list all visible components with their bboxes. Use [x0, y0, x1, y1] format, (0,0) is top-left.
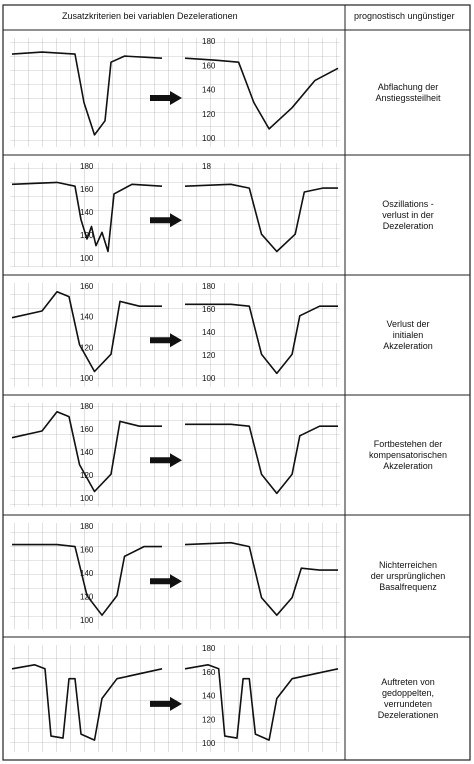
tick-label-right: 100 — [202, 134, 216, 143]
criterion-label — [348, 82, 468, 104]
ctg-panel-row — [10, 522, 340, 629]
tick-label-left: 160 — [80, 185, 94, 194]
ctg-panel-row — [10, 402, 340, 507]
tick-label-left: 120 — [80, 471, 94, 480]
tick-label-left: 100 — [80, 374, 94, 383]
tick-label-left: 140 — [80, 312, 94, 322]
ctg-grid — [10, 645, 340, 752]
tick-label-left: 140 — [80, 569, 94, 578]
criterion-label-line: Dezeleration — [382, 221, 434, 231]
tick-label-left: 120 — [80, 231, 94, 240]
tick-label-right: 140 — [202, 328, 216, 337]
tick-label-right: 100 — [202, 739, 216, 748]
criterion-label-line: Basalfrequenz — [379, 582, 437, 592]
criterion-label-line: der ursprünglichen — [370, 571, 446, 581]
tick-label-left: 140 — [80, 208, 94, 217]
criterion-label-line: Nichterreichen — [378, 560, 438, 570]
tick-label-left: 100 — [80, 254, 94, 263]
criterion-label — [348, 560, 468, 593]
criterion-label-line: verrundeten — [383, 699, 433, 709]
ctg-panel-row — [10, 162, 340, 267]
tick-label-right: 160 — [202, 667, 216, 677]
tick-label-left: 180 — [80, 402, 94, 411]
criterion-label-line: Verlust der — [386, 319, 430, 329]
tick-label-left: 160 — [80, 425, 94, 434]
tick-label-right: 140 — [202, 691, 216, 701]
criterion-label-line: Dezelerationen — [377, 710, 439, 720]
ctg-grid — [10, 523, 340, 629]
criterion-label — [348, 677, 468, 721]
tick-label-left: 100 — [80, 494, 94, 503]
tick-label-right: 160 — [202, 305, 216, 314]
tick-label-right: 120 — [202, 351, 216, 360]
ctg-grid — [10, 283, 340, 387]
criterion-label-line: Anstiegssteilheit — [375, 93, 441, 103]
tick-label-left: 100 — [80, 616, 94, 625]
criterion-label-line: Oszillations - — [382, 199, 434, 209]
tick-label-left: 160 — [80, 545, 94, 555]
tick-label-right: 120 — [202, 109, 216, 119]
criterion-label-line: verlust in der — [382, 210, 434, 220]
tick-label-right: 180 — [202, 282, 216, 291]
tick-label-left: 160 — [80, 282, 94, 291]
tick-label-left: 140 — [80, 448, 94, 457]
ctg-panel-row — [10, 282, 340, 387]
header-left: Zusatzkriterien bei variablen Dezelerationen — [62, 11, 238, 21]
tick-label-left: 120 — [80, 343, 94, 353]
tick-label-right: 120 — [202, 715, 216, 725]
tick-label-left: 120 — [80, 592, 94, 602]
tick-label-left: 180 — [80, 162, 94, 171]
criterion-label — [348, 199, 468, 232]
criterion-label-line: gedoppelten, — [381, 688, 435, 698]
ctg-grid — [10, 38, 340, 147]
criterion-label — [348, 439, 468, 472]
tick-label-right: 180 — [202, 644, 216, 653]
criterion-label-line: Auftreten von — [381, 677, 435, 687]
tick-label-right: 140 — [202, 85, 216, 95]
tick-label-right: 180 — [202, 37, 216, 46]
header-right: prognostisch ungünstiger — [354, 11, 455, 21]
ctg-panel-row — [10, 644, 340, 752]
criterion-label-line: initialen — [392, 330, 424, 340]
criterion-label-line: Akzeleration — [383, 341, 433, 351]
criterion-label-line: Abflachung der — [377, 82, 439, 92]
criterion-label-line: kompensatorischen — [368, 450, 448, 460]
ctg-grid — [10, 163, 340, 267]
criterion-label-line: Akzeleration — [383, 461, 433, 471]
tick-label-right: 18 — [202, 162, 211, 171]
tick-label-right: 160 — [202, 61, 216, 71]
ctg-panel-row — [10, 37, 340, 147]
tick-label-left: 180 — [80, 522, 94, 531]
ctg-grid — [10, 403, 340, 507]
criterion-label — [348, 319, 468, 352]
tick-label-right: 100 — [202, 374, 216, 383]
criterion-label-line: Fortbestehen der — [373, 439, 443, 449]
